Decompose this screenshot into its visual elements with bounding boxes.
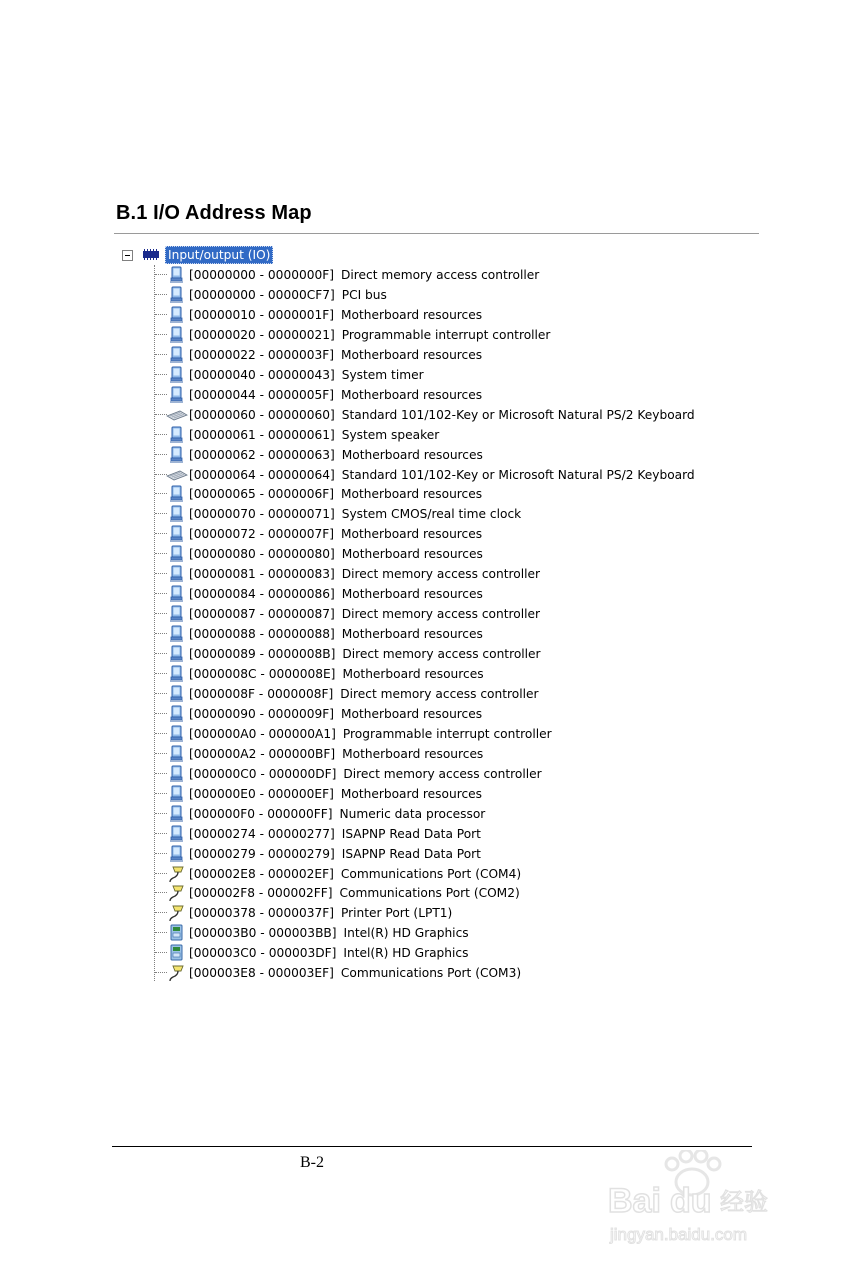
tree-entry-label[interactable]: [189, 426, 439, 444]
io-address-range: [00000020 - 00000021]: [189, 327, 335, 342]
tree-entry-label[interactable]: [189, 825, 481, 843]
page-title: B.1 I/O Address Map: [116, 202, 312, 224]
io-address-range: [00000000 - 0000000F]: [189, 268, 334, 282]
system-device-icon: [166, 306, 186, 324]
device-name: Motherboard resources: [341, 627, 483, 642]
io-address-range: [000002F8 - 000002FF]: [189, 886, 333, 901]
io-address-range: [000000F0 - 000000FF]: [189, 806, 333, 821]
tree-entry[interactable]: [122, 903, 742, 923]
tree-entry[interactable]: [122, 684, 742, 704]
tree-entry-label[interactable]: [189, 306, 482, 324]
tree-entry[interactable]: [122, 943, 742, 963]
system-device-icon: [166, 845, 186, 863]
tree-entry[interactable]: [122, 883, 742, 903]
system-device-icon: [166, 505, 186, 523]
device-name: ISAPNP Read Data Port: [341, 846, 481, 861]
tree-entry-label[interactable]: [189, 605, 540, 623]
port-connector-icon: [166, 865, 186, 883]
chip-icon: [142, 249, 160, 260]
device-name: Direct memory access controller: [341, 567, 540, 582]
device-name: Direct memory access controller: [342, 647, 541, 662]
io-address-range: [00000378 - 0000037F]: [189, 906, 334, 921]
io-address-range: [000000C0 - 000000DF]: [189, 766, 337, 781]
display-adapter-icon: [166, 944, 186, 962]
io-address-range: [00000274 - 00000277]: [189, 826, 335, 841]
device-name: Motherboard resources: [340, 527, 483, 542]
device-name: Motherboard resources: [340, 307, 483, 322]
system-device-icon: [166, 605, 186, 623]
tree-entry[interactable]: [122, 744, 742, 764]
tree-entry-label[interactable]: [189, 545, 483, 563]
system-device-icon: [166, 446, 186, 464]
io-address-range: [000000E0 - 000000EF]: [189, 786, 334, 801]
device-name: System CMOS/real time clock: [341, 507, 522, 522]
system-device-icon: [166, 426, 186, 444]
io-address-range: [0000008F - 0000008F]: [189, 686, 334, 701]
keyboard-icon: [166, 406, 186, 424]
tree-entry-label[interactable]: [189, 765, 542, 783]
io-address-range: [00000040 - 00000043]: [189, 367, 335, 382]
device-name: ISAPNP Read Data Port: [341, 826, 481, 841]
io-address-range: [00000065 - 0000006F]: [189, 487, 334, 502]
system-device-icon: [166, 565, 186, 583]
tree-entry[interactable]: [122, 305, 742, 325]
io-address-range: [00000062 - 00000063]: [189, 447, 335, 462]
system-device-icon: [166, 785, 186, 803]
system-device-icon: [166, 366, 186, 384]
system-device-icon: [166, 685, 186, 703]
tree-entry[interactable]: [122, 644, 742, 664]
tree-entry-label[interactable]: [189, 266, 539, 284]
baidu-jingyan-watermark: [600, 1150, 810, 1250]
io-address-range: [00000022 - 0000003F]: [189, 347, 334, 362]
tree-entry[interactable]: [122, 923, 742, 943]
tree-entry-label[interactable]: [189, 725, 552, 743]
tree-entry-label[interactable]: [189, 785, 482, 803]
tree-entry[interactable]: [122, 365, 742, 385]
tree-entry-label[interactable]: [189, 505, 521, 523]
device-name: Direct memory access controller: [341, 607, 540, 622]
device-name: Motherboard resources: [340, 706, 483, 721]
tree-entry[interactable]: [122, 664, 742, 684]
device-name: Direct memory access controller: [340, 686, 539, 701]
device-tree: [122, 245, 762, 985]
tree-entry-label[interactable]: [189, 485, 482, 503]
tree-entry-label[interactable]: [189, 406, 695, 424]
device-name: Standard 101/102-Key or Microsoft Natural PS/2 Keyboard: [341, 407, 695, 422]
system-device-icon: [166, 745, 186, 763]
device-name: Programmable interrupt controller: [341, 327, 551, 342]
system-device-icon: [166, 485, 186, 503]
tree-entry-label[interactable]: [189, 525, 482, 543]
device-name: Programmable interrupt controller: [342, 726, 552, 741]
tree-entry-label[interactable]: [189, 845, 481, 863]
tree-entry[interactable]: [122, 704, 742, 724]
tree-entry-label[interactable]: [189, 625, 483, 643]
io-address-range: [00000080 - 00000080]: [189, 547, 335, 562]
tree-entry[interactable]: [122, 724, 742, 744]
io-address-range: [000000A0 - 000000A1]: [189, 726, 336, 741]
io-address-range: [00000088 - 00000088]: [189, 627, 335, 642]
svg-text:du: du: [670, 1182, 712, 1220]
tree-entry-label[interactable]: [189, 366, 424, 384]
system-device-icon: [166, 266, 186, 284]
io-address-range: [00000070 - 00000071]: [189, 507, 335, 522]
svg-text:Bai: Bai: [608, 1182, 661, 1220]
device-name: Motherboard resources: [341, 587, 483, 602]
device-name: Communications Port (COM3): [340, 966, 522, 981]
tree-entry[interactable]: [122, 265, 742, 285]
system-device-icon: [166, 765, 186, 783]
tree-entry[interactable]: [122, 405, 742, 425]
tree-entry[interactable]: [122, 325, 742, 345]
display-adapter-icon: [166, 924, 186, 942]
tree-entry-label[interactable]: [189, 346, 482, 364]
port-connector-icon: [166, 884, 186, 902]
tree-entry-label[interactable]: [189, 326, 550, 344]
system-device-icon: [166, 665, 186, 683]
tree-entry[interactable]: [122, 963, 742, 983]
tree-entry-label[interactable]: [189, 645, 541, 663]
tree-entry-label[interactable]: [189, 805, 485, 823]
tree-entry-label[interactable]: [189, 466, 695, 484]
device-name: Communications Port (COM2): [339, 886, 520, 901]
device-name: Direct memory access controller: [343, 766, 542, 781]
tree-entry-label[interactable]: [189, 884, 520, 902]
system-device-icon: [166, 326, 186, 344]
tree-entry[interactable]: [122, 504, 742, 524]
io-address-range: [000003B0 - 000003BB]: [189, 926, 337, 941]
system-device-icon: [166, 825, 186, 843]
io-address-range: [00000060 - 00000060]: [189, 407, 335, 422]
system-device-icon: [166, 645, 186, 663]
io-address-range: [00000084 - 00000086]: [189, 587, 335, 602]
system-device-icon: [166, 545, 186, 563]
tree-entry[interactable]: [122, 844, 742, 864]
tree-entry-label[interactable]: [189, 964, 521, 982]
tree-entry-label[interactable]: [189, 685, 538, 703]
tree-entry-label[interactable]: [189, 286, 387, 304]
io-address-range: [00000044 - 0000005F]: [189, 387, 334, 402]
tree-entry[interactable]: [122, 584, 742, 604]
tree-entry[interactable]: [122, 784, 742, 804]
system-device-icon: [166, 386, 186, 404]
tree-entry[interactable]: [122, 425, 742, 445]
device-name: System timer: [341, 367, 424, 382]
device-name: Motherboard resources: [340, 487, 483, 502]
tree-entry[interactable]: [122, 764, 742, 784]
io-address-range: [00000064 - 00000064]: [189, 467, 335, 482]
device-name: Motherboard resources: [340, 347, 483, 362]
tree-entry-label[interactable]: [189, 665, 484, 683]
tree-entry[interactable]: [122, 345, 742, 365]
io-address-range: [00000089 - 0000008B]: [189, 647, 336, 662]
collapse-toggle-icon[interactable]: [122, 250, 133, 261]
io-address-range: [00000087 - 00000087]: [189, 607, 335, 622]
device-name: Motherboard resources: [341, 447, 483, 462]
io-address-range: [000000A2 - 000000BF]: [189, 746, 336, 761]
tree-entry[interactable]: [122, 824, 742, 844]
device-name: Motherboard resources: [340, 387, 483, 402]
io-address-range: [00000061 - 00000061]: [189, 427, 335, 442]
tree-entry-label[interactable]: [189, 944, 468, 962]
io-address-range: [00000081 - 00000083]: [189, 567, 335, 582]
tree-entry[interactable]: [122, 864, 742, 884]
device-name: PCI bus: [341, 287, 387, 302]
io-address-range: [00000279 - 00000279]: [189, 846, 335, 861]
tree-entry[interactable]: [122, 624, 742, 644]
tree-entry[interactable]: [122, 804, 742, 824]
tree-entry[interactable]: [122, 285, 742, 305]
io-address-range: [00000072 - 0000007F]: [189, 527, 334, 542]
system-device-icon: [166, 625, 186, 643]
page-number: B-2: [300, 1154, 324, 1171]
tree-entry-label[interactable]: [189, 705, 482, 723]
io-address-range: [000003E8 - 000003EF]: [189, 966, 334, 981]
system-device-icon: [166, 805, 186, 823]
svg-text:经验: 经验: [720, 1188, 768, 1216]
tree-entry[interactable]: [122, 524, 742, 544]
device-name: Intel(R) HD Graphics: [343, 946, 469, 961]
io-address-range: [00000010 - 0000001F]: [189, 307, 334, 322]
footer-divider: [112, 1146, 752, 1147]
tree-entry-label[interactable]: [189, 904, 452, 922]
title-divider: [114, 233, 759, 234]
system-device-icon: [166, 346, 186, 364]
tree-entry-label[interactable]: [189, 865, 521, 883]
io-address-range: [0000008C - 0000008E]: [189, 667, 336, 681]
port-connector-icon: [166, 964, 186, 982]
device-name: Motherboard resources: [341, 547, 483, 562]
device-name: Motherboard resources: [340, 786, 482, 801]
device-name: Numeric data processor: [339, 806, 486, 821]
svg-text:jingyan.baidu.com: jingyan.baidu.com: [610, 1225, 748, 1244]
io-address-range: [00000000 - 00000CF7]: [189, 287, 335, 302]
tree-entry[interactable]: [122, 544, 742, 564]
tree-entry-label[interactable]: [189, 924, 469, 942]
device-name: Motherboard resources: [342, 667, 484, 681]
system-device-icon: [166, 525, 186, 543]
system-device-icon: [166, 286, 186, 304]
tree-entry[interactable]: [122, 385, 742, 405]
system-device-icon: [166, 705, 186, 723]
tree-entry-label[interactable]: [189, 585, 483, 603]
system-device-icon: [166, 725, 186, 743]
device-name: Communications Port (COM4): [340, 866, 522, 881]
tree-entry-label[interactable]: [189, 745, 483, 763]
keyboard-icon: [166, 466, 186, 484]
io-address-range: [000003C0 - 000003DF]: [189, 946, 337, 961]
system-device-icon: [166, 585, 186, 603]
device-name: Direct memory access controller: [340, 268, 540, 282]
tree-entry-label[interactable]: [189, 565, 540, 583]
tree-entry[interactable]: [122, 564, 742, 584]
device-name: Standard 101/102-Key or Microsoft Natural PS/2 Keyboard: [341, 467, 695, 482]
device-name: System speaker: [341, 427, 440, 442]
tree-entry-label[interactable]: [189, 446, 483, 464]
tree-entry-label[interactable]: [189, 386, 482, 404]
tree-entry[interactable]: [122, 484, 742, 504]
device-name: Intel(R) HD Graphics: [343, 926, 469, 941]
tree-entry[interactable]: [122, 604, 742, 624]
device-name: Printer Port (LPT1): [340, 906, 453, 921]
tree-entry[interactable]: [122, 465, 742, 485]
tree-entry[interactable]: [122, 445, 742, 465]
device-name: Motherboard resources: [342, 746, 484, 761]
io-address-range: [000002E8 - 000002EF]: [189, 866, 334, 881]
port-connector-icon: [166, 904, 186, 922]
tree-root-io[interactable]: Input/output (IO): [165, 246, 273, 264]
io-address-range: [00000090 - 0000009F]: [189, 706, 334, 721]
